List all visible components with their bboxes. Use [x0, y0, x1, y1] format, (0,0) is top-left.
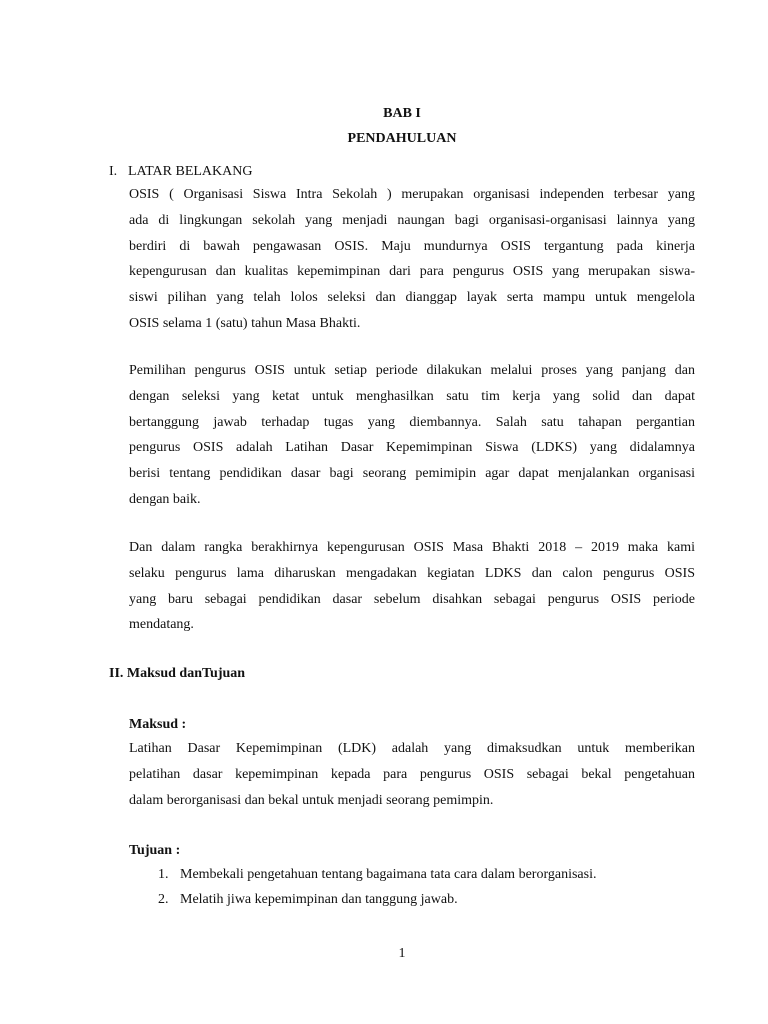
paragraph-line: mendatang.	[129, 617, 194, 633]
paragraph-line: dalam berorganisasi dan bekal untuk menjadi seorang pemimpin.	[129, 792, 494, 808]
tujuan-label: Tujuan :	[129, 843, 181, 858]
chapter-title: PENDAHULUAN	[347, 131, 457, 146]
paragraph-line: berisi tentang pendidikan dasar bagi seorang pemimipin agar dapat menjalankan organisasi	[129, 466, 695, 482]
list-marker: 2.	[158, 892, 169, 907]
page-number: 1	[398, 946, 406, 961]
maksud-paragraph	[129, 736, 695, 813]
paragraph-line: ada di lingkungan sekolah yang menjadi naungan bagi organisasi-organisasi lainnya yang	[129, 212, 695, 228]
paragraph-line: selaku pengurus lama diharuskan mengadakan kegiatan LDKS dan calon pengurus OSIS	[129, 565, 695, 581]
paragraph-line: yang baru sebagai pendidikan dasar sebelum disahkan sebagai pengurus OSIS periode	[129, 591, 695, 607]
paragraph-line: siswi pilihan yang telah lolos seleksi dan dianggap layak serta mampu untuk mengelola	[129, 290, 695, 306]
section-number: I.	[109, 164, 118, 179]
section-heading-maksud-tujuan: II. Maksud danTujuan	[109, 666, 246, 681]
paragraph-line: pengurus OSIS adalah Latihan Dasar Kepemimpinan Siswa (LDKS) yang didalamnya	[129, 440, 695, 456]
list-item	[158, 866, 596, 884]
paragraph-line: Pemilihan pengurus OSIS untuk setiap periode dilakukan melalui proses yang panjang dan	[129, 363, 695, 378]
maksud-label: Maksud :	[129, 717, 187, 732]
paragraph-line: Dan dalam rangka berakhirnya kepengurusan OSIS Masa Bhakti 2018 – 2019 maka kami	[129, 540, 695, 555]
paragraph-line: kepengurusan dan kualitas kepemimpinan dari para pengurus OSIS yang merupakan siswa-	[129, 264, 695, 280]
list-item-text: Membekali pengetahuan tentang bagaimana tata cara dalam berorganisasi.	[180, 867, 597, 882]
paragraph-line: dengan baik.	[129, 491, 201, 507]
list-marker: 1.	[158, 867, 169, 882]
section-title: LATAR BELAKANG	[128, 164, 253, 179]
paragraph-1	[129, 182, 695, 337]
paragraph-line: dengan seleksi yang ketat untuk menghasilkan satu tim kerja yang solid dan dapat	[129, 388, 695, 404]
paragraph-2	[129, 358, 695, 513]
paragraph-line: berdiri di bawah pengawasan OSIS. Maju mundurnya OSIS tergantung pada kinerja	[129, 238, 695, 254]
paragraph-3	[129, 535, 695, 638]
paragraph-line: bertanggung jawab terhadap tugas yang diembannya. Salah satu tahapan pergantian	[129, 414, 695, 430]
paragraph-line: pelatihan dasar kepemimpinan kepada para pengurus OSIS sebagai bekal pengetahuan	[129, 766, 695, 782]
list-item	[158, 891, 458, 909]
chapter-number: BAB I	[383, 106, 421, 121]
paragraph-line: Latihan Dasar Kepemimpinan (LDK) adalah yang dimaksudkan untuk memberikan	[129, 741, 695, 756]
paragraph-line: OSIS selama 1 (satu) tahun Masa Bhakti.	[129, 315, 361, 331]
section-heading-latar-belakang	[109, 163, 252, 181]
paragraph-line: OSIS ( Organisasi Siswa Intra Sekolah ) merupakan organisasi independen terbesar yang	[129, 187, 695, 202]
list-item-text: Melatih jiwa kepemimpinan dan tanggung jawab.	[180, 892, 458, 907]
